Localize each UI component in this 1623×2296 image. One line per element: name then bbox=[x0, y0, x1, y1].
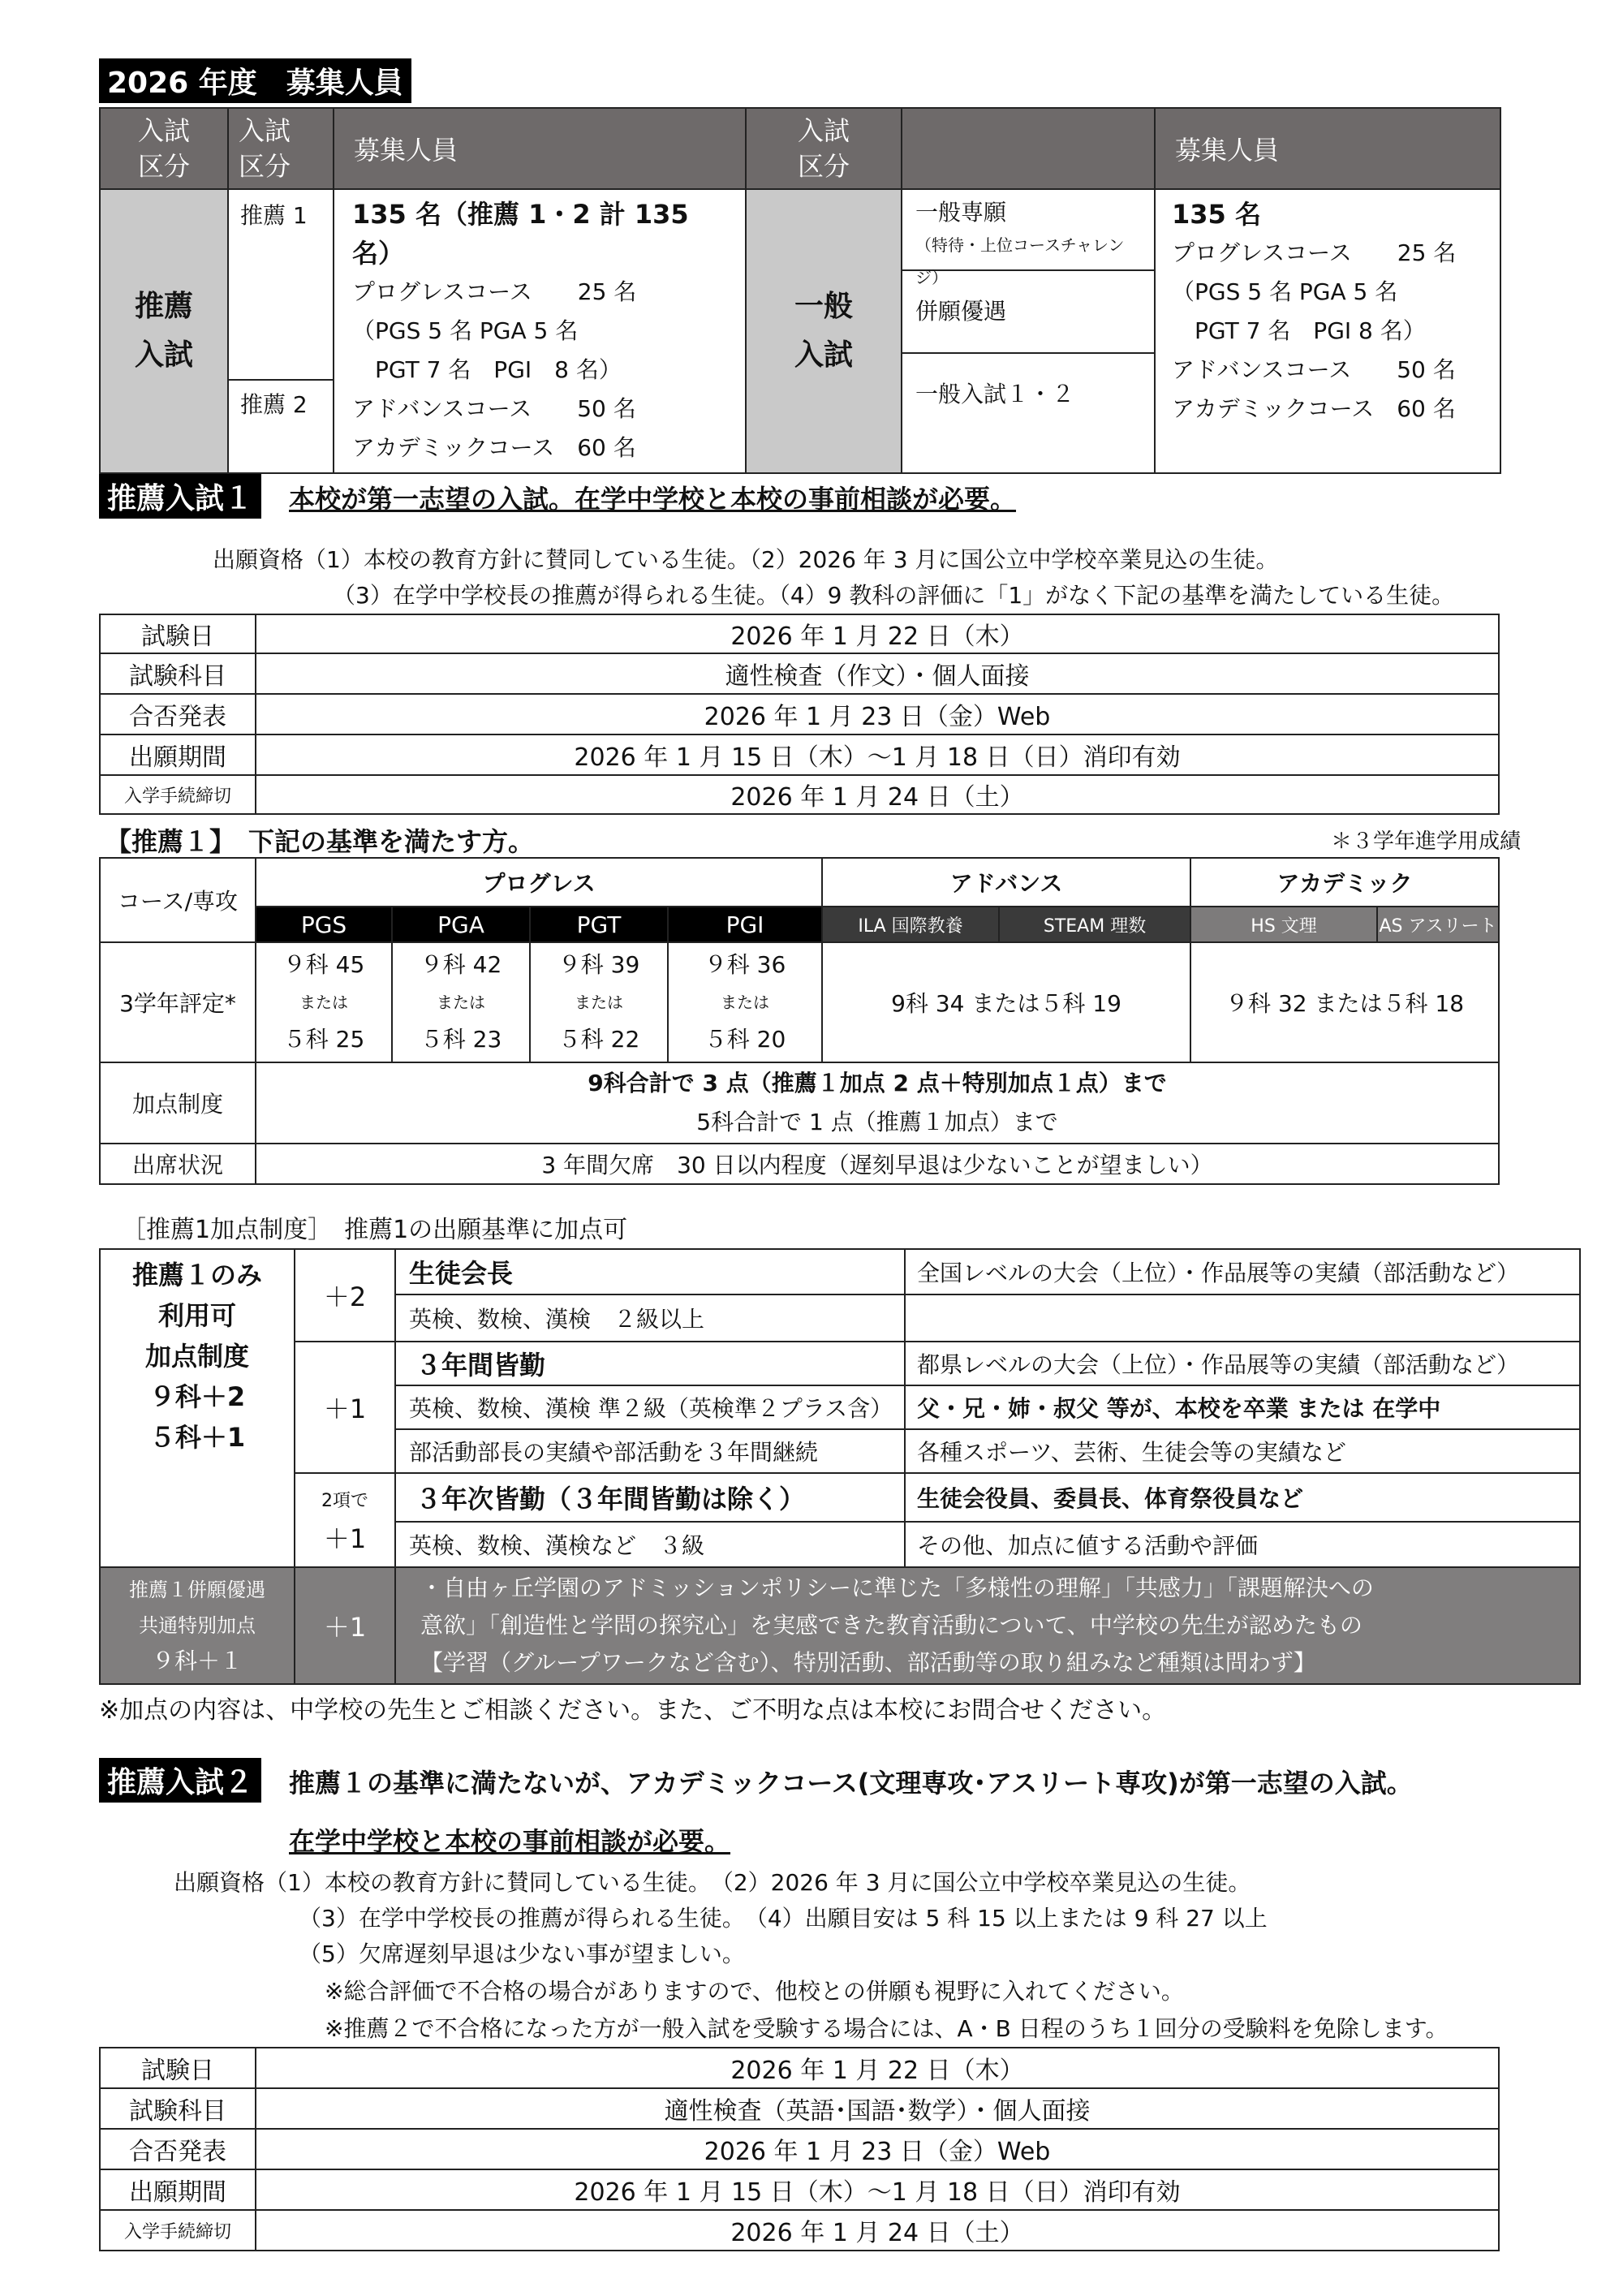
pg-cell bbox=[668, 942, 822, 1062]
pt-plus2: ＋2 bbox=[295, 1249, 395, 1342]
sched-value: 2026 年 1 月 15 日（木）〜1 月 18 日（日）消印有効 bbox=[256, 734, 1499, 775]
pg-a: ９科 36 bbox=[704, 951, 786, 978]
sub-hs: HS 文理 bbox=[1190, 907, 1377, 942]
sub-steam: STEAM 理数 bbox=[999, 907, 1190, 942]
sched-label: 入学手続締切 bbox=[100, 2210, 256, 2251]
rec1-qual1: 出願資格（1）本校の教育方針に賛同している生徒。（2）2026 年 3 月に国公立中学校卒業見込の生徒。 bbox=[213, 546, 1279, 573]
th-num: 募集人員 bbox=[334, 108, 746, 189]
rec1-qual2: （3）在学中学校長の推薦が得られる生徒。（4）9 教科の評価に「1」がなく下記の基準を満たしている生徒。 bbox=[333, 582, 1455, 609]
sub-pgi: PGI bbox=[668, 907, 822, 942]
sched-label: 出願期間 bbox=[100, 734, 256, 775]
crit-title: 【推薦１】 下記の基準を満たす方。 bbox=[105, 826, 535, 857]
adv-criteria: 9科 34 または５科 19 bbox=[822, 942, 1190, 1062]
r6b: 生徒会役員、委員長、体育祭役員など bbox=[905, 1473, 1580, 1522]
sched-value: 2026 年 1 月 23 日（金）Web bbox=[256, 2129, 1499, 2169]
sched-label: 試験科目 bbox=[100, 2088, 256, 2129]
r3a: ３年間皆勤 bbox=[395, 1342, 905, 1385]
sched-value: 2026 年 1 月 24 日（土） bbox=[256, 2210, 1499, 2251]
rec2-heading1: 推薦１の基準に満たないが、アカデミックコース(文理専攻･アスリート専攻)が第一志望の入試。 bbox=[289, 1768, 1413, 1798]
th-kind2: 入試 区分 bbox=[228, 108, 334, 189]
r2a: 英検、数検、漢検 ２級以上 bbox=[395, 1294, 905, 1342]
attend-value: 3 年間欠席 30 日以内程度（遅刻早退は少ないことが望ましい） bbox=[256, 1144, 1499, 1184]
rec2-qual: （3）在学中学校長の推薦が得られる生徒。 （4）出願目安は 5 科 15 以上または 9 科 27 以上 bbox=[299, 1905, 1268, 1932]
bl-line: 推薦１のみ bbox=[131, 1260, 262, 1290]
pt-2items-a: 2項で bbox=[321, 1491, 368, 1511]
rec-line: PGT 7 名 PGI 8 名） bbox=[352, 356, 622, 383]
sp-pt: ＋1 bbox=[295, 1567, 395, 1684]
bl-line: 加点制度 bbox=[144, 1341, 249, 1372]
pg-or: または bbox=[299, 993, 348, 1012]
gen-line: （PGS 5 名 PGA 5 名 bbox=[1172, 278, 1398, 305]
bl-line: ９科＋2 bbox=[149, 1381, 246, 1412]
sched-label: 試験日 bbox=[100, 2048, 256, 2088]
r6a: ３年次皆勤（３年間皆勤は除く） bbox=[395, 1473, 905, 1522]
pg-a: ９科 45 bbox=[282, 951, 365, 978]
pg-cell bbox=[530, 942, 668, 1062]
rec-line: プログレスコース 25 名 bbox=[352, 278, 637, 305]
sched-value: 2026 年 1 月 24 日（土） bbox=[256, 775, 1499, 814]
sub-pgs: PGS bbox=[256, 907, 392, 942]
gen-sub-cell bbox=[902, 189, 1155, 473]
sched-value: 2026 年 1 月 22 日（木） bbox=[256, 614, 1499, 653]
sched-label: 試験日 bbox=[100, 614, 256, 653]
gen-line: プログレスコース 25 名 bbox=[1172, 239, 1457, 266]
sub-ila: ILA 国際教養 bbox=[822, 907, 999, 942]
rec-sub2: 推薦 2 bbox=[228, 380, 334, 473]
sched-value: 2026 年 1 月 22 日（木） bbox=[256, 2048, 1499, 2088]
gen-count-cell bbox=[1155, 189, 1500, 473]
pg-a: ９科 39 bbox=[558, 951, 640, 978]
sp-text-line: 【学習（グループワークなど含む）、特別活動、部活動等の取り組みなど種類は問わず】 bbox=[420, 1649, 1316, 1676]
rec2-qual: 出願資格（1）本校の教育方針に賛同している生徒。 （2）2026 年 3 月に国公立中学校卒業見込の生徒。 bbox=[174, 1869, 1251, 1896]
pg-cell bbox=[256, 942, 392, 1062]
sched-label: 出願期間 bbox=[100, 2169, 256, 2210]
pg-b: ５科 20 bbox=[704, 1026, 786, 1053]
r4a: 英検、数検、漢検 準２級（英検準２プラス含） bbox=[395, 1385, 905, 1429]
pg-a: ９科 42 bbox=[420, 951, 502, 978]
bonus-label: 加点制度 bbox=[100, 1062, 256, 1144]
crit-course-label: コース/専攻 bbox=[100, 858, 256, 942]
th-num2: 募集人員 bbox=[1155, 108, 1500, 189]
sp-text-line: 意欲」「創造性と学問の探究心」を実感できた教育活動について、中学校の先生が認めたもの bbox=[420, 1612, 1363, 1639]
pt-2items-b: ＋1 bbox=[323, 1523, 367, 1554]
sched-label: 試験科目 bbox=[100, 653, 256, 694]
group-progress: プログレス bbox=[256, 858, 822, 907]
rec1-tag: 推薦入試１ bbox=[99, 474, 261, 519]
r7a: 英検、数検、漢検など ３級 bbox=[395, 1522, 905, 1567]
gen-kind: 一般 入試 bbox=[746, 189, 902, 473]
pg-or: または bbox=[437, 993, 485, 1012]
rec-kind: 推薦 入試 bbox=[100, 189, 228, 473]
sub-pgt: PGT bbox=[530, 907, 668, 942]
gen-sub1: 一般専願 bbox=[915, 199, 1007, 226]
sp-text-line: ・自由ヶ丘学園のアドミッションポリシーに準じた「多様性の理解」「共感力」「課題解決への bbox=[420, 1574, 1374, 1601]
r4b: 父・兄・姉・叔父 等が、本校を卒業 または 在学中 bbox=[905, 1385, 1580, 1429]
rec2-schedule bbox=[99, 2047, 1500, 2251]
bonus-cell bbox=[256, 1062, 1499, 1144]
sched-value: 適性検査（作文）・個人面接 bbox=[256, 653, 1499, 694]
pt-plus1: ＋1 bbox=[295, 1342, 395, 1473]
r1a: 生徒会長 bbox=[395, 1249, 905, 1294]
th-empty bbox=[902, 108, 1155, 189]
rec-total: 135 名（推薦 1・2 計 135 名） bbox=[352, 199, 689, 269]
rec1-heading: 本校が第一志望の入試。在学中学校と本校の事前相談が必要。 bbox=[289, 484, 1017, 515]
bonus-left bbox=[100, 1249, 295, 1567]
pt-2items bbox=[295, 1473, 395, 1567]
pg-b: ５科 22 bbox=[558, 1026, 640, 1053]
gen-total: 135 名 bbox=[1172, 199, 1261, 230]
sp-left-line: 共通特別加点 bbox=[139, 1614, 256, 1637]
sp-text bbox=[395, 1567, 1580, 1684]
recruit-table bbox=[99, 107, 1501, 474]
rec2-heading2: 在学中学校と本校の事前相談が必要。 bbox=[289, 1826, 731, 1857]
bonus-table bbox=[99, 1248, 1581, 1685]
th-kind3: 入試 区分 bbox=[746, 108, 902, 189]
recruit-title: 2026 年度 募集人員 bbox=[99, 58, 411, 103]
pg-cell bbox=[392, 942, 530, 1062]
sp-left bbox=[100, 1567, 295, 1684]
r7b: その他、加点に値する活動や評価 bbox=[905, 1522, 1580, 1567]
pg-or: または bbox=[575, 993, 623, 1012]
aca-criteria: ９科 32 または５科 18 bbox=[1190, 942, 1499, 1062]
sched-label: 合否発表 bbox=[100, 694, 256, 734]
rec-sub1: 推薦 1 bbox=[228, 189, 334, 380]
rec-line: アカデミックコース 60 名 bbox=[352, 434, 636, 461]
bonus-line2: 5科合計で 1 点（推薦１加点）まで bbox=[696, 1109, 1058, 1135]
th-kind: 入試 区分 bbox=[100, 108, 228, 189]
bonus-footnote: ※加点の内容は、中学校の先生とご相談ください。また、ご不明な点は本校にお問合せください。 bbox=[99, 1696, 1167, 1725]
bl-line: ５科＋1 bbox=[149, 1422, 246, 1453]
rec-line: （PGS 5 名 PGA 5 名 bbox=[352, 317, 579, 344]
rec2-note: ※総合評価で不合格の場合がありますので、他校との併願も視野に入れてください。 bbox=[325, 1978, 1184, 2005]
r5a: 部活動部長の実績や部活動を３年間継続 bbox=[395, 1429, 905, 1473]
rec2-tag: 推薦入試２ bbox=[99, 1758, 261, 1803]
sched-label: 合否発表 bbox=[100, 2129, 256, 2169]
crit-row-label: 3学年評定* bbox=[100, 942, 256, 1062]
crit-note: ＊３学年進学用成績 bbox=[1331, 829, 1522, 854]
gen-line: アドバンスコース 50 名 bbox=[1172, 356, 1456, 383]
rec2-note: ※推薦２で不合格になった方が一般入試を受験する場合には、A・B 日程のうち１回分の受験料を免除します。 bbox=[325, 2015, 1449, 2042]
sp-left-line: ９科＋１ bbox=[151, 1648, 243, 1674]
crit-table bbox=[99, 857, 1500, 1185]
r5b: 各種スポーツ、芸術、生徒会等の実績など bbox=[905, 1429, 1580, 1473]
sub-as: AS アスリート bbox=[1377, 907, 1499, 942]
attend-label: 出席状況 bbox=[100, 1144, 256, 1184]
bonus-title: ［推薦1加点制度］ 推薦1の出願基準に加点可 bbox=[122, 1216, 628, 1244]
r3b: 都県レベルの大会（上位）・作品展等の実績（部活動など） bbox=[905, 1342, 1580, 1385]
sp-left-line: 推薦１併願優遇 bbox=[129, 1579, 265, 1601]
sub-pga: PGA bbox=[392, 907, 530, 942]
pg-or: または bbox=[721, 993, 770, 1012]
group-advance: アドバンス bbox=[822, 858, 1190, 907]
r2b-empty bbox=[905, 1294, 1580, 1342]
sched-value: 2026 年 1 月 23 日（金）Web bbox=[256, 694, 1499, 734]
group-academic: アカデミック bbox=[1190, 858, 1499, 907]
bonus-line1: 9科合計で 3 点（推薦１加点 2 点＋特別加点１点）まで bbox=[588, 1070, 1167, 1096]
bl-line: 利用可 bbox=[157, 1300, 236, 1331]
rec2-qual: （5）欠席遅刻早退は少ない事が望ましい。 bbox=[299, 1941, 745, 1967]
gen-line: アカデミックコース 60 名 bbox=[1172, 395, 1456, 422]
pg-b: ５科 25 bbox=[282, 1026, 365, 1053]
r1b: 全国レベルの大会（上位）・作品展等の実績（部活動など） bbox=[905, 1249, 1580, 1294]
sched-value: 適性検査（英語･国語･数学）・個人面接 bbox=[256, 2088, 1499, 2129]
gen-sub1-note: （特待・上位コースチャレンジ） bbox=[915, 235, 1125, 287]
pg-b: ５科 23 bbox=[420, 1026, 502, 1053]
rec-count-cell bbox=[334, 189, 746, 473]
gen-sub2: 併願優遇 bbox=[902, 271, 1154, 354]
gen-line: PGT 7 名 PGI 8 名） bbox=[1172, 317, 1426, 344]
sched-value: 2026 年 1 月 15 日（木）〜1 月 18 日（日）消印有効 bbox=[256, 2169, 1499, 2210]
gen-sub3: 一般入試１・２ bbox=[915, 381, 1075, 407]
rec1-schedule bbox=[99, 614, 1500, 815]
rec-line: アドバンスコース 50 名 bbox=[352, 395, 636, 422]
sched-label: 入学手続締切 bbox=[100, 775, 256, 814]
